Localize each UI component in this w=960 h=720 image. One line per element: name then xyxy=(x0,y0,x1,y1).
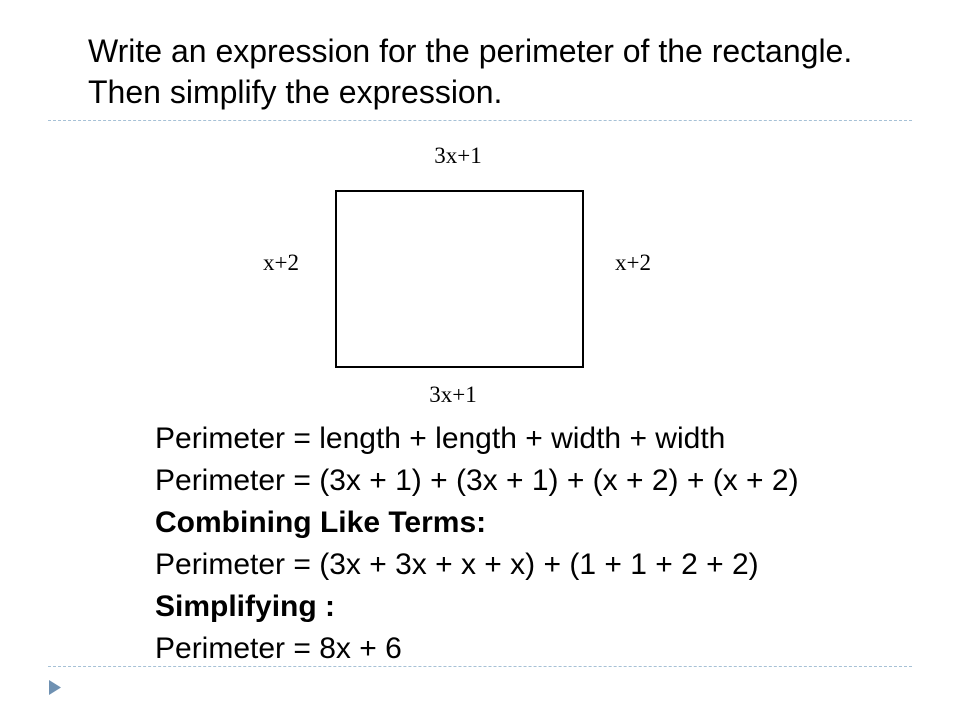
title-line-1: Write an expression for the perimeter of the rectangle. xyxy=(88,33,853,69)
simplified-result-line: Perimeter = 8x + 6 xyxy=(155,632,402,665)
rectangle-diagram xyxy=(240,130,680,420)
right-side-label: x+2 xyxy=(615,250,651,275)
top-side-label: 3x+1 xyxy=(434,143,482,168)
bottom-side-label: 3x+1 xyxy=(429,382,477,407)
title-line-2: Then simplify the expression. xyxy=(88,74,503,110)
simplifying-heading: Simplifying : xyxy=(155,590,335,623)
rectangle-shape xyxy=(336,191,583,367)
triangle-right-icon xyxy=(49,680,61,695)
top-dashed-divider xyxy=(48,120,912,121)
perimeter-definition-line: Perimeter = length + length + width + width xyxy=(155,422,726,455)
combining-like-terms-heading: Combining Like Terms: xyxy=(155,506,487,539)
bottom-dashed-divider xyxy=(48,666,912,667)
perimeter-expression-line: Perimeter = (3x + 1) + (3x + 1) + (x + 2) + (x + 2) xyxy=(155,464,799,497)
grouped-terms-line: Perimeter = (3x + 3x + x + x) + (1 + 1 + 2 + 2) xyxy=(155,548,759,581)
solution-text xyxy=(155,418,915,670)
slide-title xyxy=(88,31,928,113)
left-side-label: x+2 xyxy=(263,250,299,275)
